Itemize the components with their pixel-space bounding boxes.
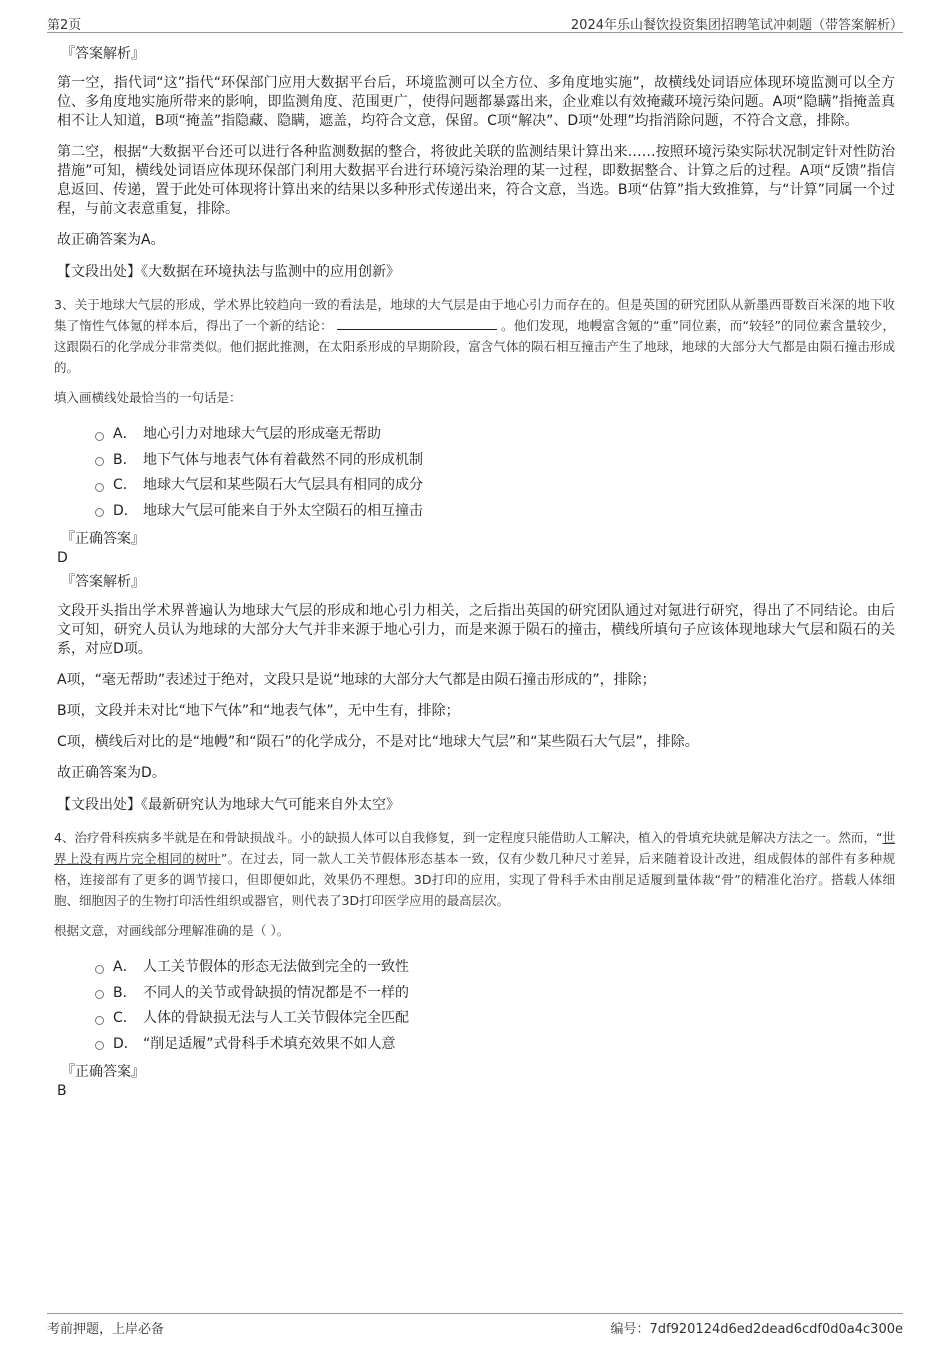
q3-text-part-1: 3、关于地球大气层的形成，学术界比较趋向一致的看法是，地球的大气层是由于地心引力而存在的。但是英国的研究团队从新墨西哥数百米深的地下收集了惰性气体氪的样本后，得出了一个新的结论：: [54, 297, 895, 333]
radio-icon[interactable]: [95, 1041, 104, 1050]
q3-conclusion: 故正确答案为D。: [57, 765, 166, 781]
page-header: [47, 14, 903, 33]
q3-analysis-paragraph-1: 文段开头指出学术界普遍认为地球大气层的形成和地心引力相关，之后指出英国的研究团队通过对氪进行研究，得出了不同结论。由后文可知，研究人员认为地球的大部分大气并非来源于地心引力，而是来源于陨石的撞击，横线所填句子应该体现地球大气层和陨石的关系，对应D项。: [57, 603, 895, 657]
q2-analysis-paragraph-2: 第二空，根据“大数据平台还可以进行各种监测数据的整合，将彼此关联的监测结果计算出来……按照环境污染实际状况制定针对性防治措施”可知，横线处词语应体现环保部门利用大数据平台进行环境污染治理的某一过程，即数据整合、计算之后的过程。A项“反馈”指信息返回、传递，置于此处可体现将计算出来的结果以多种形式传递出来，符合文意，当选。B项“估算”指大致推算，与“计算”同属一个过程，与前文表意重复，排除。: [57, 144, 895, 217]
q4-option-c[interactable]: C． 人体的骨缺损无法与人工关节假体完全匹配: [95, 1006, 895, 1032]
radio-icon[interactable]: [95, 483, 104, 492]
radio-icon[interactable]: [95, 508, 104, 517]
q4-text-part-1: 4、治疗骨科疾病多半就是在和骨缺损战斗。小的缺损人体可以自我修复，到一定程度只能借助人工解决，植入的骨填充块就是解决方法之一。然而，“: [54, 830, 883, 845]
q4-answer-label: 『正确答案』: [61, 1064, 145, 1080]
q3-analysis-option-a: A项，“毫无帮助”表述过于绝对，文段只是说“地球的大部分大气都是由陨石撞击形成的”，排除；: [57, 672, 656, 688]
q3-text-part-2: 。他们发现，地幔富含氪的“重”同位素，而“较轻”的同位素含量较少，这跟陨石的化学成分非常类似。他们据此推测，在太阳系形成的早期阶段，富含气体的陨石相互撞击产生了地球，地球的大部分大气都是由陨石撞击形成的。: [54, 318, 895, 375]
document-title: 2024年乐山餐饮投资集团招聘笔试冲刺题（带答案解析）: [570, 18, 903, 33]
q3-answer-label: 『正确答案』: [61, 531, 145, 547]
q2-analysis-label: 『答案解析』: [61, 46, 145, 62]
q3-options: [95, 422, 895, 524]
q4-options: [95, 955, 895, 1057]
radio-icon[interactable]: [95, 432, 104, 441]
q4-underlined-phrase: 世界上没有两片完全相同的树叶: [54, 830, 895, 866]
radio-icon[interactable]: [95, 1016, 104, 1025]
q3-option-d[interactable]: D． 地球大气层可能来自于外太空陨石的相互撞击: [95, 499, 895, 525]
q3-answer: D: [57, 550, 68, 566]
q3-prompt: 填入画横线处最恰当的一句话是：: [54, 390, 242, 405]
q3-option-c[interactable]: C． 地球大气层和某些陨石大气层具有相同的成分: [95, 473, 895, 499]
q3-question-text: [54, 294, 895, 378]
q4-option-d[interactable]: D． “削足适履”式骨科手术填充效果不如人意: [95, 1032, 895, 1058]
q2-analysis-paragraph-1: 第一空，指代词“这”指代“环保部门应用大数据平台后，环境监测可以全方位、多角度地实施”，故横线处词语应体现环境监测可以全方位、多角度地实施所带来的影响，即监测角度、范围更广，使得问题都暴露出来，企业难以有效掩藏环境污染问题。A项“隐瞒”指掩盖真相不让人知道，B项“掩盖”指隐藏、隐瞒，遮盖，均符合文意，保留。C项“解决”、D项“处理”均指消除问题，不符合文意，排除。: [57, 75, 895, 129]
footer-slogan: 考前押题，上岸必备: [47, 1322, 165, 1337]
q3-source: 【文段出处】《最新研究认为地球大气可能来自外太空》: [57, 797, 400, 813]
radio-icon[interactable]: [95, 990, 104, 999]
q2-conclusion: 故正确答案为A。: [57, 232, 165, 248]
q4-option-b[interactable]: B． 不同人的关节或骨缺损的情况都是不一样的: [95, 981, 895, 1007]
q3-option-b[interactable]: B． 地下气体与地表气体有着截然不同的形成机制: [95, 448, 895, 474]
q4-question-text: [54, 827, 895, 911]
q3-analysis-option-c: C项，横线后对比的是“地幔”和“陨石”的化学成分，不是对比“地球大气层”和“某些陨石大气层”，排除。: [57, 734, 699, 750]
page-number: 第2页: [47, 18, 82, 33]
radio-icon[interactable]: [95, 965, 104, 974]
q3-option-a[interactable]: A． 地心引力对地球大气层的形成毫无帮助: [95, 422, 895, 448]
q3-analysis-label: 『答案解析』: [61, 574, 145, 590]
q4-answer: B: [57, 1083, 67, 1099]
page-content: [54, 44, 895, 1105]
q4-option-a[interactable]: A． 人工关节假体的形态无法做到完全的一致性: [95, 955, 895, 981]
radio-icon[interactable]: [95, 457, 104, 466]
q4-prompt: 根据文意，对画线部分理解准确的是（ ）。: [54, 923, 290, 938]
q4-text-part-2: ”。在过去，同一款人工关节假体形态基本一致，仅有少数几种尺寸差异，后来随着设计改进，组成假体的部件有多种规格，连接部有了更多的调节接口，但即便如此，效果仍不理想。3D打印的应用，实现了骨科手术由削足适履到量体裁“骨”的精准化治疗。搭载人体细胞、细胞因子的生物打印活性组织或器官，则代表了3D打印医学应用的最高层次。: [54, 851, 895, 908]
q2-source: 【文段出处】《大数据在环境执法与监测中的应用创新》: [57, 264, 400, 280]
q3-analysis-option-b: B项，文段并未对比“地下气体”和“地表气体”，无中生有，排除；: [57, 703, 460, 719]
document-id: 编号：7df920124d6ed2dead6cdf0d0a4c300e: [610, 1322, 903, 1337]
page-footer: [47, 1313, 903, 1337]
q3-fill-blank: [337, 317, 497, 330]
